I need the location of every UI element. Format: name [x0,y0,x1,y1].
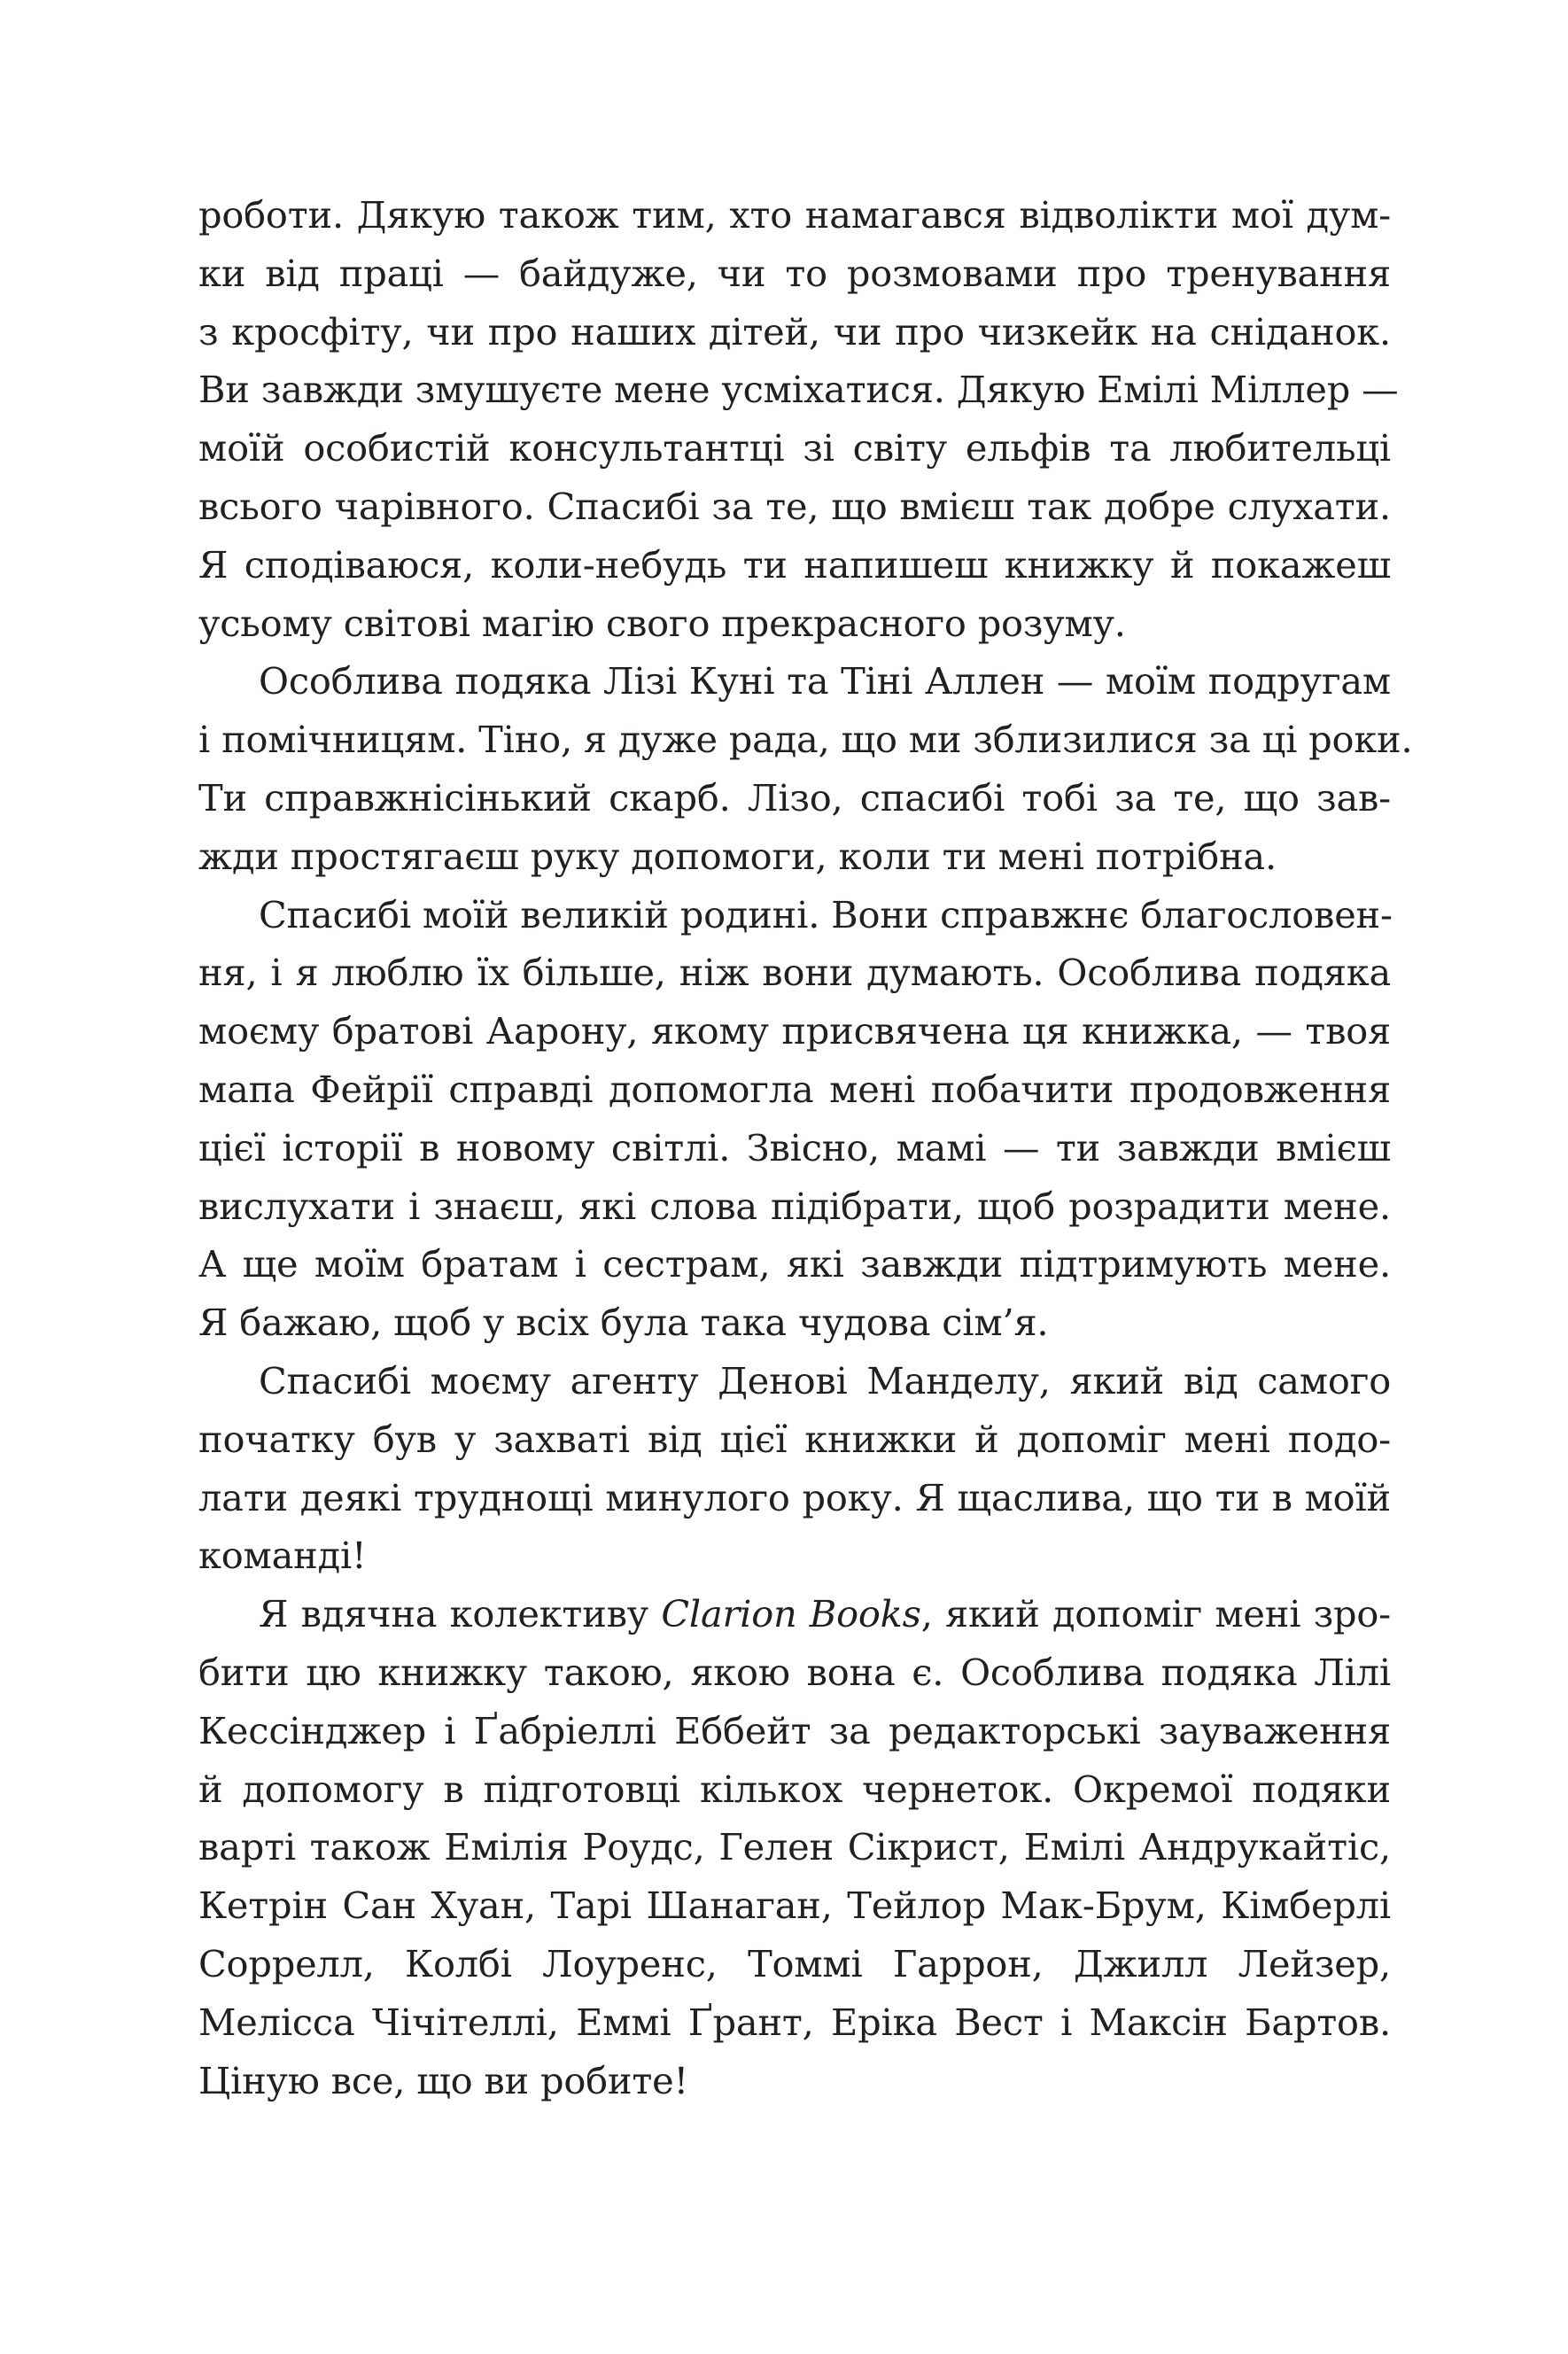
paragraph [198,1352,1391,1585]
text-line: моїй особистій консультантці зі світу ельфів та любительці [198,426,1391,470]
text-line: Я сподіваюся, коли-небудь ти напишеш книжку й покажеш [198,542,1391,587]
paragraph [198,186,1399,652]
text-line: всього чарівного. Спасибі за те, що вмієш так добре слухати. [198,484,1391,528]
text-line: Я бажаю, щоб у всіх була така чудова сім’я. [198,1301,1049,1345]
publisher-name: Clarion Books [661,1592,921,1636]
text-line: початку був у захваті від цієї книжки й допоміг мені подо- [198,1417,1391,1461]
text-line: жди простягаєш руку допомоги, коли ти мені потрібна. [198,834,1277,878]
text-line: усьому світові магію свого прекрасного розуму. [198,601,1126,645]
text-line: й допомогу в підготовці кількох чернеток. Окремої подяки [198,1767,1391,1811]
paragraph [198,652,1413,885]
text-fragment: Я вдячна колективу [259,1592,662,1636]
text-line: ня, і я люблю їх більше, ніж вони думають. Особлива подяка [198,951,1391,995]
text-line: команді! [198,1534,367,1578]
text-line: Особлива подяка Лізі Куні та Тіні Аллен — моїм подругам [259,659,1391,703]
text-line: лати деякі труднощі минулого року. Я щаслива, що ти в моїй [198,1475,1391,1519]
text-fragment: , який допоміг мені зро- [920,1592,1391,1636]
text-line: ки від праці — байдуже, чи то розмовами про тренування [198,251,1391,295]
text-line: вислухати і знаєш, які слова підібрати, щоб розрадити мене. [198,1184,1391,1228]
text-line: Ти справжнісінький скарб. Лізо, спасибі тобі за те, що зав- [198,775,1391,820]
text-line: Ви завжди змушуєте мене усміхатися. Дякую Емілі Міллер — [198,368,1399,412]
text-line: варті також Емілія Роудс, Гелен Сікрист, Емілі Андрукайтіс, [198,1825,1391,1869]
text-line: з кросфіту, чи про наших дітей, чи про чизкейк на сніданок. [198,309,1391,353]
text-line: Кетрін Сан Хуан, Тарі Шанаган, Тейлор Мак-Брум, Кімберлі [198,1884,1391,1928]
text-line: Соррелл, Колбі Лоуренс, Томмі Гаррон, Джилл Лейзер, [198,1941,1391,1985]
text-line: роботи. Дякую також тим, хто намагався відволікти мої дум- [198,193,1391,237]
text-line: моєму братові Аарону, якому присвячена ця книжка, — твоя [198,1009,1391,1053]
text-line: А ще моїм братам і сестрам, які завжди підтримують мене. [198,1242,1391,1286]
page-body [198,186,1413,2109]
text-line: бити цю книжку такою, якою вона є. Особлива подяка Лілі [198,1650,1391,1694]
text-line: мапа Фейрії справді допомогла мені побачити продовження [198,1067,1391,1111]
text-line: цієї історії в новому світлі. Звісно, мамі — ти завжди вмієш [198,1125,1391,1169]
text-line: Спасибі моїй великій родині. Вони справжнє благословен- [259,892,1393,936]
text-line: і помічницям. Тіно, я дуже рада, що ми зблизилися за ці роки. [198,718,1413,762]
text-line: Спасибі моєму агенту Денові Манделу, який від самого [259,1358,1391,1402]
text-line: Ціную все, що ви робите! [198,2058,688,2102]
paragraph [198,1585,1391,2109]
text-line: Кессінджер і Ґабріеллі Еббейт за редакторські зауваження [198,1708,1391,1752]
paragraph [198,886,1391,1352]
text-line [198,1585,1391,1643]
text-line: Мелісса Чічітеллі, Еммі Ґрант, Еріка Вест і Максін Бартов. [198,2000,1391,2044]
